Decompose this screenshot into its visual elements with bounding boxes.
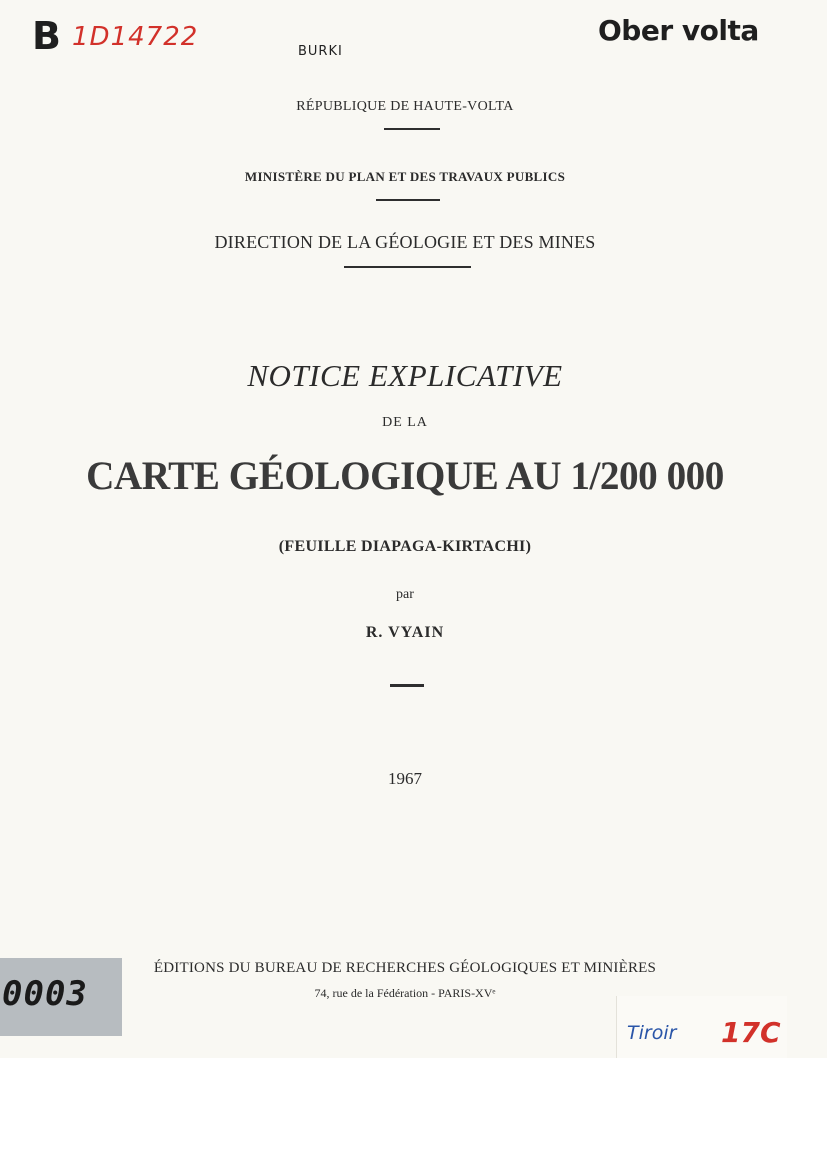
divider-rule	[376, 199, 440, 201]
ministry-heading: MINISTÈRE DU PLAN ET DES TRAVAUX PUBLICS	[244, 169, 566, 184]
publisher-name: ÉDITIONS DU BUREAU DE RECHERCHES GÉOLOGIQUES ET MINIÈRES	[153, 960, 657, 976]
author-name: R. VYAIN	[365, 624, 445, 641]
sheet-name: (FEUILLE DIAPAGA-KIRTACHI)	[278, 538, 532, 555]
drawer-label: Tiroir	[627, 1022, 677, 1044]
main-title: CARTE GÉOLOGIQUE AU 1/200 000	[86, 453, 724, 498]
shelf-mark-letter: B	[32, 14, 61, 58]
notice-title: NOTICE EXPLICATIVE	[247, 358, 563, 393]
drawer-card	[616, 996, 787, 1058]
publication-year: 1967	[388, 769, 422, 788]
shelf-mark-number: 1D14722	[72, 22, 199, 52]
country-note: Ober volta	[598, 14, 759, 47]
publisher-address: 74, rue de la Fédération - PARIS-XVᵉ	[314, 986, 496, 1000]
divider-rule	[344, 266, 471, 268]
drawer-number: 17C	[721, 1016, 781, 1049]
label-number: 0003	[2, 974, 88, 1014]
divider-rule	[384, 128, 440, 130]
name-stamp: BURKI	[298, 44, 343, 59]
by-text: par	[396, 587, 414, 602]
catalog-label	[0, 958, 122, 1036]
de-la-text: DE LA	[382, 415, 428, 430]
republic-heading: RÉPUBLIQUE DE HAUTE-VOLTA	[296, 99, 514, 114]
direction-heading: DIRECTION DE LA GÉOLOGIE ET DES MINES	[214, 232, 596, 252]
divider-rule	[390, 684, 424, 687]
